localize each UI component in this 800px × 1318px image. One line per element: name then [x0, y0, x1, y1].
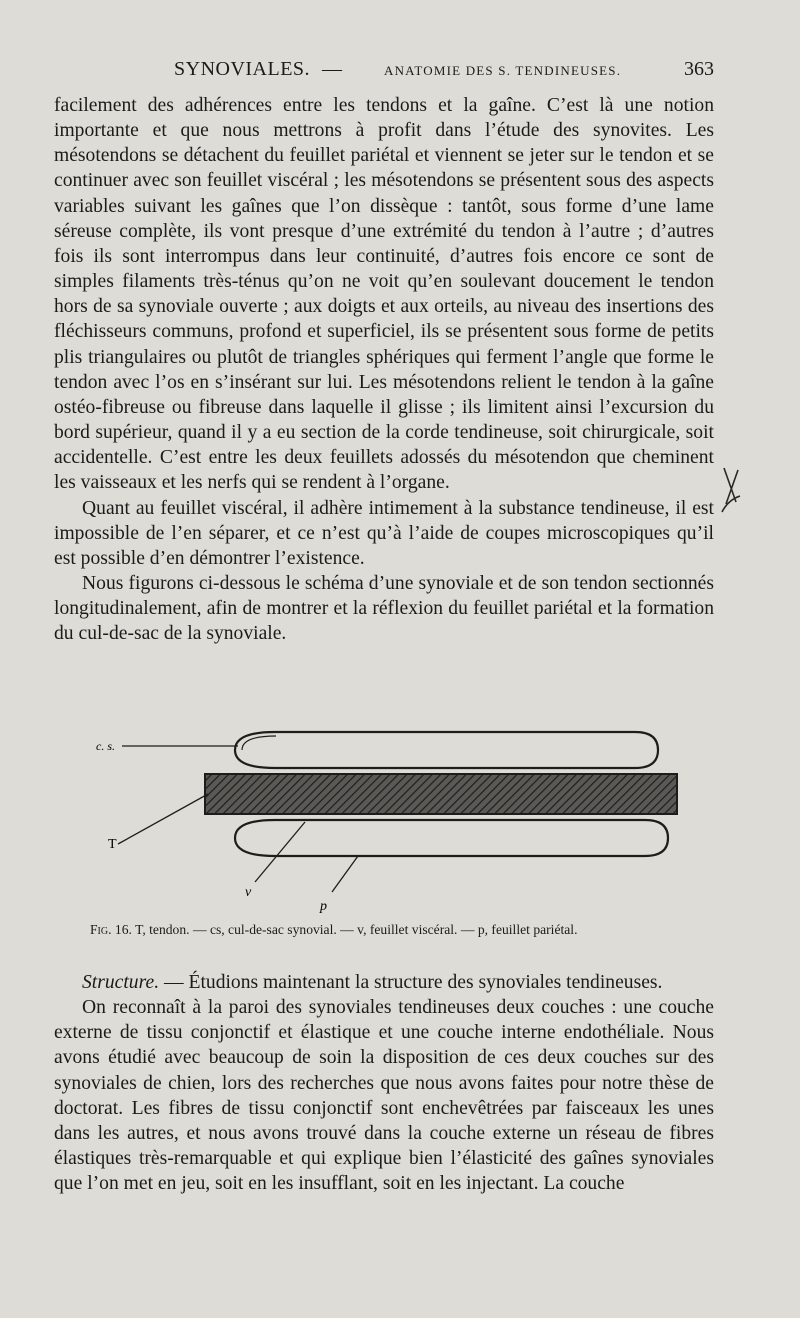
margin-annotation-mark	[716, 460, 746, 520]
upper-cul-de-sac	[235, 732, 658, 768]
header-dash: —	[322, 58, 342, 80]
figure-synovial-diagram	[80, 710, 700, 920]
body-text-top	[54, 93, 714, 646]
paragraph-mesotendons: facilement des adhérences entre les tendons et la gaîne. C’est là une notion importante et que nous mettrons à profit dans l’étude des synovites. Les mésotendons se détachent du feuillet pariétal et viennent se jeter sur le tendon et se continuer avec son feuillet viscéral ; les mésotendons se présentent sous des aspects variables suivant les gaînes que l’on dissèque : tantôt, sous forme d’une lame séreuse complète, ils vont presque d’une extrémité du tendon à l’autre ; d’autres fois ils sont interrompus dans leur continuité, d’autres fois encore ce sont de simples filaments très-ténus qu’on ne voit qu’en soulevant doucement le tendon hors de sa synoviale ouverte ; aux doigts et aux orteils, au niveau des insertions des fléchisseurs communs, profond et superficiel, ils se présentent sous forme de petits plis triangulaires ou plutôt de triangles sphériques qui ferment l’angle que forme le tendon avec l’os en s’insérant sur lui. Les mésotendons relient le tendon à la gaîne ostéo-fibreuse ou fibreuse dans laquelle il glisse ; ils limitent ainsi l’excursion du bord supérieur, quand il y a eu section de la corde tendineuse, soit chirurgicale, soit accidentelle. C’est entre les deux feuillets adossés du mésotendon que cheminent les vaisseaux et les nerfs qui se rendent à l’organe.	[54, 95, 714, 494]
label-p: p	[320, 899, 327, 914]
caption-figure-number: Fig. 16.	[90, 922, 132, 937]
header-title: SYNOVIALES.	[174, 58, 311, 80]
paragraph-structure-heading	[54, 970, 714, 995]
running-header	[54, 58, 714, 86]
tendon	[205, 774, 677, 814]
paragraph-structure: On reconnaît à la paroi des synoviales tendineuses deux couches : une couche externe de tissu conjonctif et élastique et une couche interne endothéliale. Nous avons étudié avec beaucoup de soin la disposition de ces deux couches sur des synoviales de chien, lors des recherches que nous avons faites pour notre thèse de doctorat. Les fibres de tissu conjonctif sont enchevêtrées par faisceaux les unes dans les autres, et nous avons trouvé dans la couche externe un réseau de fibres élastiques très-remarquable et qui explique bien l’élasticité des gaînes synoviales que l’on met en jeu, soit en les insufflant, soit en les injectant. La couche	[54, 997, 714, 1195]
caption-text: T, tendon. — cs, cul-de-sac synovial. — v, feuillet viscéral. — p, feuillet pariétal.	[135, 922, 578, 937]
paragraph-feuillet-visceral: Quant au feuillet viscéral, il adhère intimement à la substance tendineuse, il est impossible de l’en séparer, et ce n’est qu’à l’aide de coupes microscopiques qu’il est possible d’en démontrer l’existence.	[54, 497, 714, 569]
figure-caption	[90, 922, 710, 938]
structure-heading: Structure.	[82, 972, 160, 993]
label-cs: c. s.	[96, 739, 115, 753]
label-T: T	[108, 837, 117, 852]
structure-heading-rest: — Étudions maintenant la structure des synoviales tendineuses.	[159, 972, 663, 993]
paragraph-figure-intro: Nous figurons ci-dessous le schéma d’une synoviale et de son tendon sectionnés longitudinalement, afin de montrer et la réflexion du feuillet pariétal et la formation du cul-de-sac de la synoviale.	[54, 572, 714, 645]
body-text-bottom	[54, 970, 714, 1196]
label-v: v	[245, 885, 252, 900]
lower-cul-de-sac	[235, 820, 668, 856]
header-subtitle: ANATOMIE DES S. TENDINEUSES.	[384, 63, 622, 78]
page-number: 363	[684, 58, 714, 80]
